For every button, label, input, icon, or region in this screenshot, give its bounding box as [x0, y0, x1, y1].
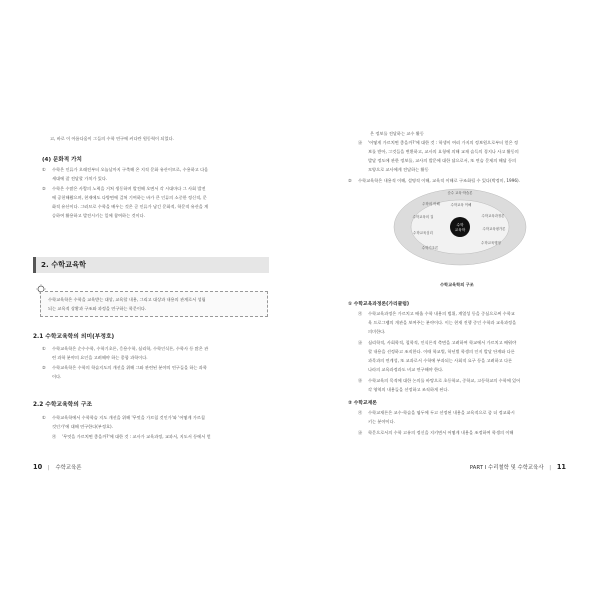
- diagram-caption: 수학교육학의 구조: [440, 282, 474, 287]
- item-line: 수학교재론은 교수·학습을 염두에 두고 선정된 내용을 교육적으로 좀 더 정교화시: [368, 410, 515, 415]
- item-mark: ②: [42, 186, 46, 191]
- item-line: 화적 유산이다. 그러므로 수학을 배우는 것은 곧 인류가 남긴 문화적, 학문적 유산을 계: [52, 204, 209, 209]
- item-line: 수학교육과정은 가르치고 배울 수학 내용의 범위, 계열성 등을 중심으로써 수학교: [368, 311, 515, 316]
- item-line: 보를 받아, 그것들을 변환하고, 교사의 요청에 의해 교재 습득의 경지나 사고 활동의: [368, 149, 519, 154]
- callout-line: 수학교육학은 수학을 교육받는 대상, 교육할 내용, 그리고 대상과 내용의 관계로서 성립: [48, 297, 206, 302]
- item-line: 할 내용을 선정하고 조직한다. 이때 학교별, 학년별 학생의 인지 발달 단계와 다른: [368, 349, 515, 354]
- item-mark: ㉮: [358, 311, 363, 316]
- item-line: 학문으로서의 수학 고유의 정신을 지키면서 어떻게 내용을 조정하여 학생의 이해: [368, 430, 514, 435]
- item-line: 나라의 교육과정과도 비교 연구해야 한다.: [368, 367, 444, 372]
- item-line: '어떻게 가르치면 좋을까?'에 대한 것 : 학생이 여러 가지의 정보원으로부터 얻은 정: [368, 140, 519, 145]
- right-footer: PART Ⅰ 수리철학 및 수학교육사 | 11: [469, 463, 566, 471]
- item-line: 수학교육학은 순수수학, 수학기초론, 응용수학, 심리학, 수학인식론, 수학사 등 많은 관: [52, 346, 209, 351]
- diagram-ring-label: 순수 교육·학습론: [447, 191, 473, 195]
- section-materials-heading: ② 수학교재론: [348, 401, 377, 406]
- item-line: 수학은 수많은 사람의 노력을 거쳐 생동하며 발전해 오면서 각 시대마다 그 사회 발전: [52, 186, 206, 191]
- item-mark: ㉮: [358, 410, 363, 415]
- continued-line: 은 정보를 전달하는 교수 활동: [370, 131, 424, 136]
- item-line: 련 과학 분야의 요인을 고려해야 하는 종합 과학이다.: [52, 355, 148, 360]
- item-line: 모양으로 교사에게 전달하는 활동: [368, 167, 429, 172]
- item-line: 수학교육학은 내용적 이해, 설명적 이해, 교육적 이해로 구조화될 수 있다(박정미, 1996).: [358, 178, 521, 183]
- item-mark: ①: [42, 167, 46, 172]
- item-mark: ①: [42, 346, 46, 351]
- item-mark: ㉯: [358, 430, 363, 435]
- item-line: 것인가'에 대해 연구한다(부정호).: [52, 424, 113, 429]
- item-line: 승하여 활용하고 발전시키는 일에 참여하는 것이다.: [52, 213, 145, 218]
- item-line: 과목과의 연계성, 또 교과로서 수학에 부과되는 사회적 요구 등을 고려하고 다른: [368, 358, 513, 363]
- item-line: 심리학적, 사회학적, 철학적, 인식론적 측면을 고려하여 학교에서 가르치고 배워야: [368, 340, 517, 345]
- item-line: 키는 분야이다.: [368, 419, 395, 424]
- item-line: 수학교육학에서 수학학습 지도 개선을 위해 '무엇을 가르칠 것인가'와 '어떻게 가르칠: [52, 415, 205, 420]
- diagram-center-label-2: 교육학: [454, 228, 466, 232]
- page-number: 10: [33, 463, 43, 471]
- item-line: '무엇을 가르치면 좋을까?'에 대한 것 : 교사가 교육과정, 교과서, 지도서 등에서 얻: [62, 434, 211, 439]
- item-mark: ②: [42, 365, 46, 370]
- item-line: 육 프로그램의 개관을 보여주는 분야이다. 이는 현재 진행 중인 수학과 교육과정을: [368, 320, 517, 325]
- diagram-ring-label: 수학교육의 질: [412, 215, 434, 219]
- chapter-title-bar: [33, 257, 269, 273]
- section-2-2-heading: 2.2 수학교육학의 구조: [33, 402, 93, 408]
- left-footer: 10 | 수학교육론: [33, 463, 82, 471]
- item-line: 수학교육학은 수학의 학습지도의 개선을 위해 그와 관련된 분야의 연구들을 하는 과학: [52, 365, 207, 370]
- section-curriculum-heading: ① 수학교육과정론(가리쿨럼): [348, 302, 410, 307]
- diagram-ring-label: 수학교육행정: [481, 241, 501, 245]
- page-number: 11: [556, 463, 566, 471]
- diagram-ring-label: 수학교육 이해: [450, 203, 472, 207]
- diagram-ring-label: 수학교육심리: [413, 231, 433, 235]
- footer-label: PART Ⅰ 수리철학 및 수학교육사: [469, 465, 544, 471]
- item-mark: ②: [348, 178, 352, 183]
- diagram-ring-label: 수학의 이해: [422, 202, 440, 206]
- diagram-ring-label: 수학교육평가론: [482, 227, 506, 231]
- item-line: 의미한다.: [368, 329, 386, 334]
- right-page: [300, 0, 600, 600]
- item-line: 에 공헌해왔으며, 현재에도 다방면에 걸쳐 기여하는 바가 큰 인류의 소중한 정신적, 문: [52, 195, 207, 200]
- section-2-1-heading: 2.1 수학교육학의 의미(부정호): [33, 334, 115, 340]
- item-line: 세대에 잘 전달할 가치가 있다.: [52, 176, 108, 181]
- chapter-title: 2. 수학교육학: [41, 260, 86, 269]
- definition-callout: [40, 291, 268, 317]
- item-line: 수학은 인류가 오래전부터 오늘날까지 구축해 온 지적 문화 유산이므로, 수용하고 다음: [52, 167, 209, 172]
- item-mark: ㉯: [358, 340, 363, 345]
- item-line: 각 영역의 내용들을 선정하고 조직하게 된다.: [368, 387, 449, 392]
- item-line: 발달 정도에 관한 정보를, 교사의 발문에 대한 답으로서, 또 연습 문제의 해답 등의: [368, 158, 517, 163]
- diagram-center-label-1: 수학: [456, 223, 464, 227]
- structure-diagram: [393, 187, 527, 275]
- item-mark: ㉰: [358, 378, 363, 383]
- item-line: 이다.: [52, 374, 62, 379]
- item-mark: ㉮: [52, 434, 57, 439]
- intro-line: 고, 바로 이 아름다움이 그들의 수학 연구에 커다란 원동력이 되었다.: [50, 136, 174, 141]
- item-mark: ①: [42, 415, 46, 420]
- footer-label: 수학교육론: [55, 465, 82, 471]
- item-line: 수학교육의 목적에 대한 논의를 바탕으로 초등학교, 중학교, 고등학교의 수학에 있어: [368, 378, 521, 383]
- diagram-ring-label: 수학기초론: [421, 246, 439, 250]
- diagram-ring-label: 수학교육과정론: [481, 214, 505, 218]
- item-mark: ㉯: [358, 140, 363, 145]
- callout-line: 되는 교육적 상황과 구조와 과정을 연구하는 학문이다.: [48, 306, 147, 311]
- cultural-value-heading: (4) 문화적 가치: [42, 157, 82, 163]
